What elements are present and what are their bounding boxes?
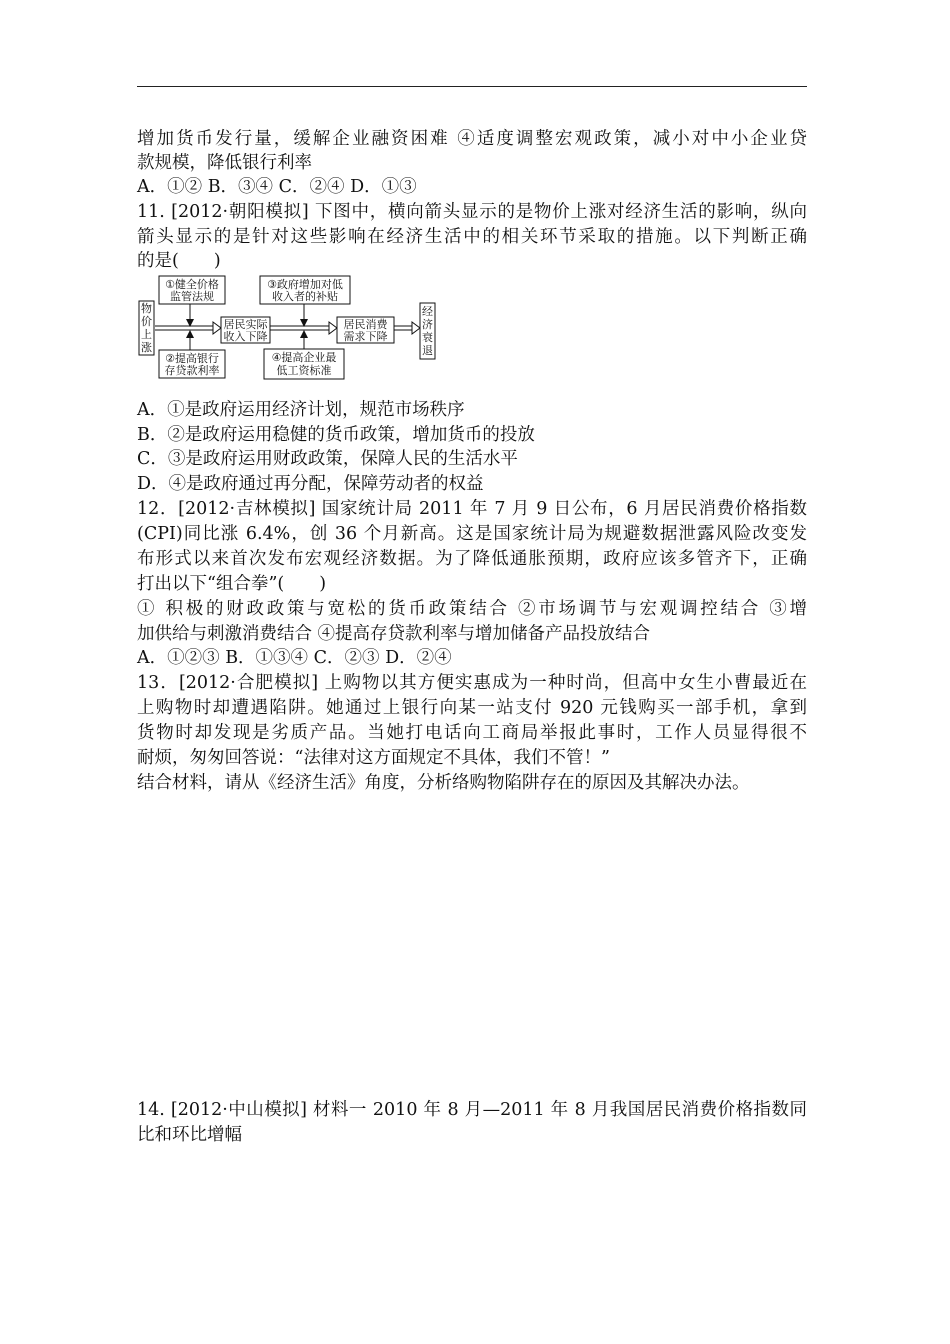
node-text: 低工资标准 <box>276 364 332 377</box>
node-text: 上 <box>141 328 152 341</box>
text-line: 货物时却发现是劣质产品。当她打电话向工商局举报此事时，工作人员显得很不 <box>137 723 807 743</box>
text-line: 打出以下“组合拳”( ) <box>137 574 327 594</box>
q11-option-a: A．①是政府运用经济计划，规范市场秩序 <box>137 400 465 420</box>
node-text: 价 <box>141 315 152 328</box>
node-text: 退 <box>422 344 433 357</box>
node-text: 物 <box>141 302 152 315</box>
node-text: 涨 <box>141 341 152 354</box>
flow-diagram <box>137 274 437 382</box>
text-line: 加供给与刺激消费结合 ④提高存贷款利率与增加储备产品投放结合 <box>137 624 651 644</box>
node-income-drop <box>221 317 270 343</box>
q13-question: 结合材料，请从《经济生活》角度，分析络购物陷阱存在的原因及其解决办法。 <box>137 773 750 793</box>
text-line: 增加货币发行量，缓解企业融资困难 ④适度调整宏观政策，减小对中小企业贷 <box>137 129 807 149</box>
node-text: 经 <box>422 305 433 318</box>
text-line: 比和环比增幅 <box>137 1125 242 1145</box>
node-text: ②提高银行 <box>165 352 219 365</box>
text-line: (CPI)同比涨 6.4%，创 36 个月新高。这是国家统计局为规避数据泄露风险改变发 <box>137 524 807 544</box>
q11-option-b: B．②是政府运用稳健的货币政策，增加货币的投放 <box>137 425 535 445</box>
node-text: 居民消费 <box>343 318 388 331</box>
node-demand-drop <box>337 317 394 343</box>
text-line: 布形式以来首次发布宏观经济数据。为了降低通胀预期，政府应该多管齐下，正确 <box>137 549 807 569</box>
q14-stem: 14. [2012·中山模拟] 材料一 2010 年 8 月—2011 年 8 月我国居民消费价格指数同 <box>137 1100 807 1120</box>
q11-option-c: C．③是政府运用财政政策，保障人民的生活水平 <box>137 449 518 469</box>
node-recession <box>420 303 435 359</box>
node-text: ①健全价格 <box>165 278 219 291</box>
node-text: 监管法规 <box>170 290 214 303</box>
node-text: 济 <box>422 318 433 331</box>
node-measure-1 <box>159 276 225 304</box>
text-line: ① 积极的财政政策与宽松的货币政策结合 ②市场调节与宏观调控结合 ③增 <box>137 599 807 619</box>
arrow-horizontal <box>155 322 221 334</box>
node-measure-3 <box>260 276 350 304</box>
text-line: 上购物时却遭遇陷阱。她通过上银行向某一站支付 920 元钱购买一部手机，拿到 <box>137 698 807 718</box>
q13-stem: 13．[2012·合肥模拟] 上购物以其方便实惠成为一种时尚，但高中女生小曹最近在 <box>137 673 807 693</box>
node-text: 收入下降 <box>223 330 268 343</box>
node-text: ③政府增加对低 <box>267 278 343 291</box>
text-line: 款规模，降低银行利率 <box>137 153 312 173</box>
node-price-rise <box>139 301 154 355</box>
arrow-horizontal <box>394 322 420 334</box>
node-measure-2 <box>159 350 225 378</box>
q12-stem: 12．[2012·吉林模拟] 国家统计局 2011 年 7 月 9 日公布，6 月居民消费价格指数 <box>137 499 807 519</box>
text-line: 的是( ) <box>137 251 221 271</box>
header-rule <box>137 86 807 87</box>
q11-option-d: D．④是政府通过再分配，保障劳动者的权益 <box>137 474 484 494</box>
node-text: 需求下降 <box>343 330 388 343</box>
node-text: 收入者的补贴 <box>272 290 338 303</box>
text-line: 箭头显示的是针对这些影响在经济生活中的相关环节采取的措施。以下判断正确 <box>137 227 807 247</box>
text-line: 耐烦，匆匆回答说：“法律对这方面规定不具体，我们不管！” <box>137 748 610 768</box>
node-text: 存贷款利率 <box>164 364 220 377</box>
q12-options: A．①②③ B．①③④ C．②③ D．②④ <box>137 648 452 668</box>
node-text: 衰 <box>422 331 433 344</box>
node-measure-4 <box>264 349 344 379</box>
node-text: 居民实际 <box>223 318 268 331</box>
q11-stem: 11. [2012·朝阳模拟] 下图中，横向箭头显示的是物价上涨对经济生活的影响，纵向 <box>137 202 807 222</box>
q10-options: A．①② B．③④ C．②④ D．①③ <box>137 177 417 197</box>
node-text: ④提高企业最 <box>271 351 337 364</box>
